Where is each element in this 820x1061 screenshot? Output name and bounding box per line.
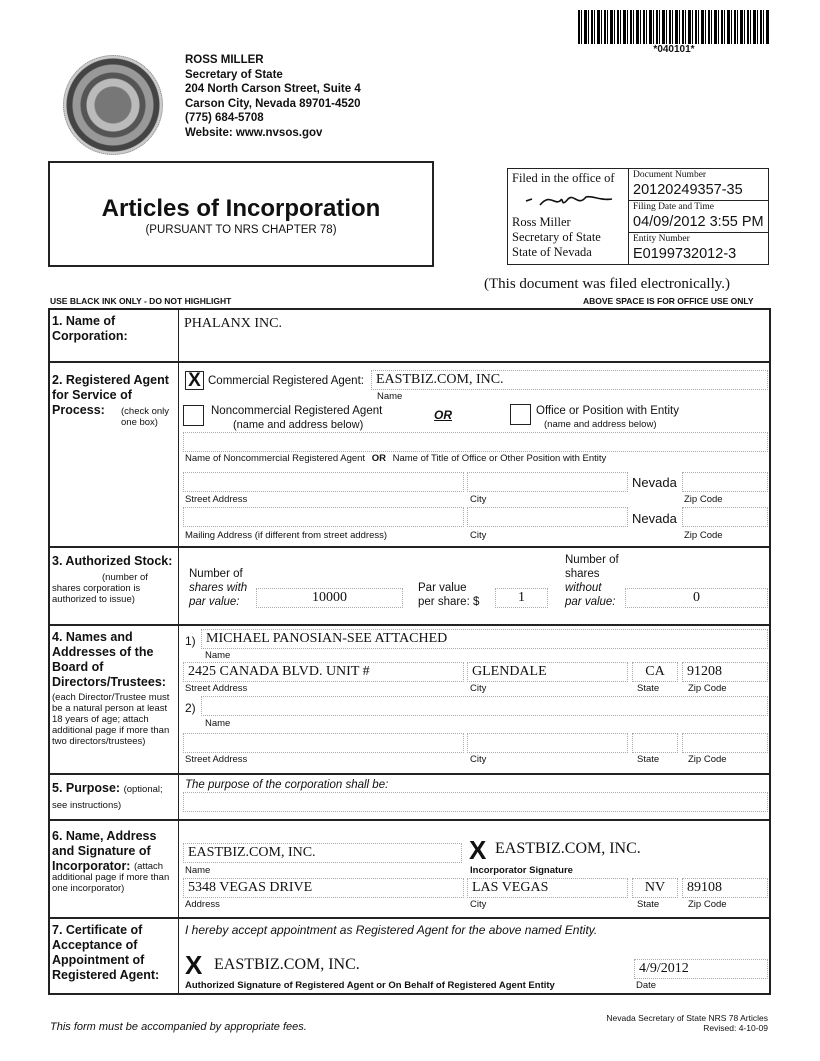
director-2-zip-field[interactable] (682, 733, 768, 753)
incorporator-state-caption: State (637, 899, 660, 910)
or-separator: OR (434, 408, 452, 422)
mailing-city-caption: City (470, 530, 487, 541)
fees-note: This form must be accompanied by appropriate fees. (50, 1021, 307, 1033)
director-1-state-caption: State (637, 683, 660, 694)
section-2-note: (check only one box) (121, 406, 170, 428)
director-1-zip-field[interactable]: 91208 (682, 662, 768, 682)
section-incorporator (50, 821, 769, 919)
address-line-2: Carson City, Nevada 89701-4520 (185, 97, 361, 110)
acceptance-date-field[interactable]: 4/9/2012 (634, 959, 768, 979)
barcode (578, 10, 770, 44)
section-2-label: 2. Registered Agent for Service of Process: (52, 373, 169, 417)
entity-number-label: Entity Number (633, 234, 690, 244)
agent-zip-field[interactable] (682, 472, 768, 492)
director-1-street-field[interactable]: 2425 CANADA BLVD. UNIT # (183, 662, 464, 682)
incorporator-city-field[interactable]: LAS VEGAS (467, 878, 628, 898)
acceptance-date-caption: Date (636, 980, 657, 991)
agent-city-field[interactable] (467, 472, 628, 492)
agent-sign-x: X (185, 950, 203, 980)
title-box (48, 161, 434, 267)
with-par-line-3: par value: (189, 596, 240, 608)
mailing-state: Nevada (632, 511, 677, 526)
incorporator-address-field[interactable]: 5348 VEGAS DRIVE (183, 878, 464, 898)
document-number-label: Document Number (633, 170, 707, 180)
filed-office (508, 169, 629, 264)
commercial-agent-label: Commercial Registered Agent: (208, 375, 364, 387)
articles-form (48, 308, 771, 995)
noncommercial-agent-sub: (name and address below) (233, 419, 364, 431)
filed-line-3: Secretary of State (512, 230, 601, 244)
name-line-caption: Name of Noncommercial Registered Agent (185, 453, 366, 464)
state-seal-icon (63, 55, 163, 155)
noncommercial-agent-checkbox[interactable] (183, 405, 204, 426)
mailing-city-field[interactable] (467, 507, 628, 527)
director-2-street-caption: Street Address (185, 754, 248, 765)
director-2-city-field[interactable] (467, 733, 628, 753)
filed-line-2: Ross Miller (512, 215, 571, 229)
section-7-label: 7. Certificate of Acceptance of Appointment of Registered Agent: (52, 923, 160, 982)
incorporator-address-caption: Address (185, 899, 220, 910)
office-position-checkbox[interactable] (510, 404, 531, 425)
director-2-state-caption: State (637, 754, 660, 765)
incorporator-city-caption: City (470, 899, 487, 910)
director-1-zip-caption: Zip Code (688, 683, 727, 694)
section-authorized-stock (50, 548, 769, 626)
filing-stamp (507, 168, 769, 265)
filed-line-4: State of Nevada (512, 245, 592, 259)
street-caption: Street Address (185, 494, 248, 505)
section-4-label: 4. Names and Addresses of the Board of Directors/Trustees: (52, 630, 166, 689)
section-registered-agent (50, 363, 769, 548)
director-2-state-field[interactable] (632, 733, 678, 753)
agent-signature-caption: Authorized Signature of Registered Agent or On Behalf of Registered Agent Entity (185, 980, 555, 991)
incorporator-zip-caption: Zip Code (688, 899, 727, 910)
acceptance-statement: I hereby accept appointment as Registered Agent for the above named Entity. (185, 923, 598, 937)
document-number-cell (629, 169, 768, 201)
incorporator-sign-x: X (469, 835, 487, 865)
par-value-line-2: per share: $ (418, 596, 480, 608)
shares-without-par-field[interactable]: 0 (625, 588, 768, 608)
director-1-city-caption: City (470, 683, 487, 694)
city-caption: City (470, 494, 487, 505)
zip-caption: Zip Code (684, 494, 723, 505)
par-value-line-1: Par value (418, 582, 467, 594)
without-par-line-3: without (565, 582, 602, 594)
incorporator-signature-caption: Incorporator Signature (470, 865, 573, 876)
agent-signature[interactable]: EASTBIZ.COM, INC. (214, 956, 360, 973)
filed-electronically-note: (This document was filed electronically.) (484, 276, 731, 292)
director-1-street-caption: Street Address (185, 683, 248, 694)
director-2-zip-caption: Zip Code (688, 754, 727, 765)
address-line-1: 204 North Carson Street, Suite 4 (185, 83, 361, 96)
section-purpose (50, 775, 769, 821)
shares-with-par-field[interactable]: 10000 (256, 588, 403, 608)
par-value-field[interactable]: 1 (495, 588, 548, 608)
purpose-field[interactable] (183, 792, 768, 812)
entity-number: E0199732012-3 (633, 246, 737, 262)
with-par-line-1: Number of (189, 568, 243, 580)
section-5-label: 5. Purpose: (52, 781, 121, 795)
filed-line-1: Filed in the office of (512, 171, 615, 185)
entity-number-cell (629, 233, 768, 264)
mailing-zip-field[interactable] (682, 507, 768, 527)
director-2-name-caption: Name (205, 718, 231, 729)
director-2-street-field[interactable] (183, 733, 464, 753)
secretary-signature-icon (520, 189, 620, 211)
office-use-note: ABOVE SPACE IS FOR OFFICE USE ONLY (583, 296, 754, 306)
without-par-line-2: shares (565, 568, 600, 580)
section-6-label: 6. Name, Address and Signature of Incorporator: (52, 829, 157, 873)
commercial-agent-field[interactable]: EASTBIZ.COM, INC. (371, 370, 768, 390)
secretary-of-state-header (185, 53, 361, 141)
noncommercial-name-field[interactable] (183, 432, 768, 452)
form-id: Nevada Secretary of State NRS 78 Articles (606, 1013, 768, 1023)
section-6-note: (attach additional page if more than one incorporator) (52, 861, 170, 894)
commercial-agent-checkbox[interactable]: X (185, 371, 204, 390)
agent-street-field[interactable] (183, 472, 464, 492)
section-4-note: (each Director/Trustee must be a natural person at least 18 years of age; attach additional page if more than two directors/trustees) (52, 692, 170, 747)
office-position-sub: (name and address below) (544, 419, 657, 430)
agent-name-caption: Name (377, 391, 403, 402)
name-line-or: OR (371, 453, 386, 464)
phone: (775) 684-5708 (185, 112, 264, 125)
incorporator-name-caption: Name (185, 865, 211, 876)
director-1-name-caption: Name (205, 650, 231, 661)
incorporator-name-field[interactable]: EASTBIZ.COM, INC. (183, 843, 462, 863)
form-revised: Revised: 4-10-09 (703, 1023, 768, 1033)
corporation-name-field[interactable]: PHALANX INC. (184, 316, 282, 331)
barcode-number: *040101* (653, 44, 695, 55)
purpose-caption: The purpose of the corporation shall be: (185, 779, 389, 791)
mailing-street-field[interactable] (183, 507, 464, 527)
section-directors (50, 626, 769, 775)
official-name: ROSS MILLER (185, 54, 264, 66)
section-3-note: (number of shares corporation is authorized to issue) (52, 572, 148, 605)
filing-date: 04/09/2012 3:55 PM (633, 214, 764, 230)
name-line-caption-2: Name of Title of Office or Other Position with Entity (392, 453, 607, 464)
incorporator-signature[interactable]: EASTBIZ.COM, INC. (495, 840, 641, 857)
section-3-label: 3. Authorized Stock: (52, 554, 173, 568)
ink-instruction: USE BLACK INK ONLY - DO NOT HIGHLIGHT (50, 296, 232, 306)
director-2-city-caption: City (470, 754, 487, 765)
document-subtitle: (PURSUANT TO NRS CHAPTER 78) (145, 224, 337, 236)
website: Website: www.nvsos.gov (185, 126, 323, 139)
director-1-name-field[interactable]: MICHAEL PANOSIAN-SEE ATTACHED (201, 629, 768, 649)
filing-date-cell (629, 201, 768, 233)
section-5-note: (optional; see instructions) (52, 784, 163, 811)
director-1-state-field[interactable]: CA (632, 662, 678, 682)
office-position-label: Office or Position with Entity (536, 405, 679, 417)
director-1-city-field[interactable]: GLENDALE (467, 662, 628, 682)
without-par-line-4: par value: (565, 596, 616, 608)
section-name-of-corporation (50, 310, 769, 363)
section-agent-acceptance (50, 919, 769, 993)
document-title: Articles of Incorporation (101, 195, 381, 222)
section-1-label: 1. Name of Corporation: (52, 314, 128, 343)
mailing-caption: Mailing Address (if different from street address) (185, 530, 388, 541)
office-title: Secretary of State (185, 68, 283, 81)
filing-date-label: Filing Date and Time (633, 202, 715, 212)
director-2-number: 2) (185, 701, 196, 715)
document-number: 20120249357-35 (633, 182, 743, 198)
with-par-line-2: shares with (189, 582, 248, 594)
director-2-name-field[interactable] (201, 696, 768, 716)
mailing-zip-caption: Zip Code (684, 530, 723, 541)
incorporator-zip-field[interactable]: 89108 (682, 878, 768, 898)
noncommercial-agent-label: Noncommercial Registered Agent (211, 405, 383, 417)
director-1-number: 1) (185, 634, 196, 648)
form-revision (590, 1013, 768, 1033)
incorporator-state-field[interactable]: NV (632, 878, 678, 898)
agent-state: Nevada (632, 475, 677, 490)
without-par-line-1: Number of (565, 554, 619, 566)
